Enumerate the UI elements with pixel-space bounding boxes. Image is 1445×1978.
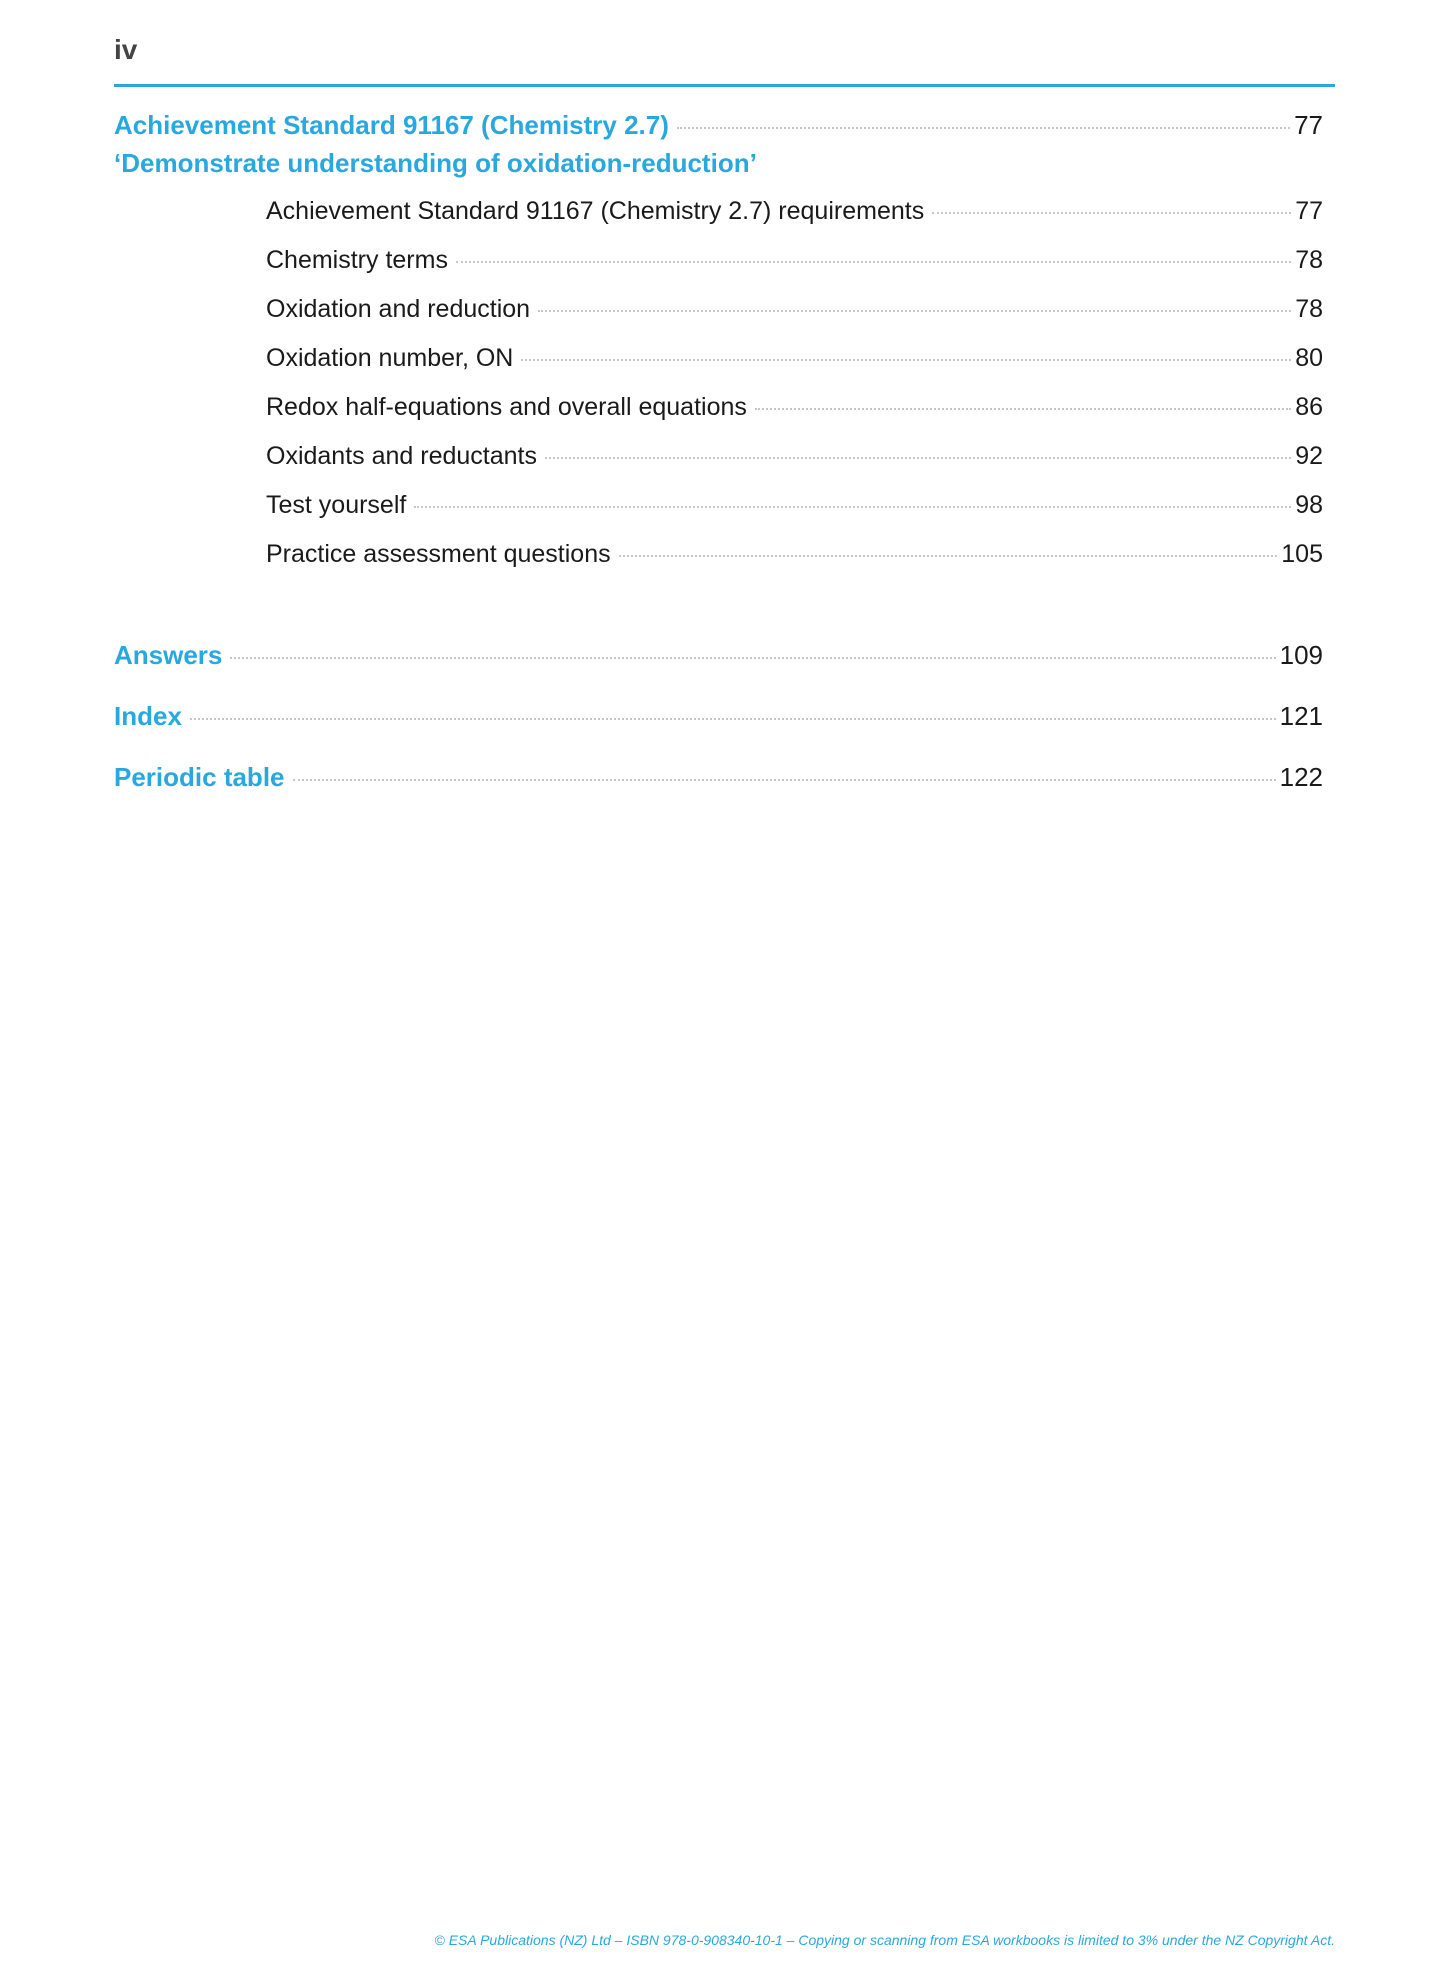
toc-item-page: 86: [1295, 393, 1323, 421]
dot-leader: [538, 310, 1291, 312]
dot-leader: [677, 127, 1290, 129]
toc-back-page: 121: [1279, 701, 1323, 731]
toc-item-title: Oxidation number, ON: [266, 344, 514, 372]
dot-leader: [456, 261, 1291, 263]
dot-leader: [755, 408, 1291, 410]
toc-periodic-table-entry[interactable]: [114, 762, 1323, 793]
toc-item[interactable]: [266, 442, 1323, 471]
toc-item-page: 80: [1295, 344, 1323, 372]
dot-leader: [619, 555, 1278, 557]
dot-leader: [190, 718, 1276, 720]
toc-item-title: Redox half-equations and overall equations: [266, 393, 747, 421]
toc-item[interactable]: [266, 197, 1323, 226]
dot-leader: [230, 657, 1275, 659]
toc-section-title: Achievement Standard 91167 (Chemistry 2.7): [114, 110, 669, 140]
toc-item[interactable]: [266, 393, 1323, 422]
toc-item-page: 78: [1295, 295, 1323, 323]
copyright-footer: © ESA Publications (NZ) Ltd – ISBN 978-0-908340-10-1 – Copying or scanning from ESA workbooks is limited to 3% under the NZ Copyright Act.: [434, 1932, 1335, 1948]
toc-item-page: 105: [1281, 540, 1323, 568]
toc-section-page: 77: [1294, 110, 1323, 140]
toc-back-page: 122: [1279, 762, 1323, 792]
dot-leader: [414, 506, 1291, 508]
toc-item-title: Chemistry terms: [266, 246, 448, 274]
dot-leader: [932, 212, 1291, 214]
toc-item[interactable]: [266, 246, 1323, 275]
dot-leader: [521, 359, 1291, 361]
toc-item[interactable]: [266, 295, 1323, 324]
toc-item-page: 77: [1295, 197, 1323, 225]
toc-section-subtitle: ‘Demonstrate understanding of oxidation-reduction’: [114, 148, 757, 178]
toc-item-page: 78: [1295, 246, 1323, 274]
toc-item-page: 92: [1295, 442, 1323, 470]
toc-section-entry[interactable]: [114, 110, 1323, 141]
header-rule: [114, 84, 1335, 87]
toc-item-page: 98: [1295, 491, 1323, 519]
toc-item-title: Test yourself: [266, 491, 407, 519]
toc-item-title: Achievement Standard 91167 (Chemistry 2.7) requirements: [266, 197, 925, 225]
toc-item[interactable]: [266, 491, 1323, 520]
toc-answers-entry[interactable]: [114, 640, 1323, 671]
toc-item-title: Practice assessment questions: [266, 540, 611, 568]
toc-item[interactable]: [266, 344, 1323, 373]
toc-back-page: 109: [1279, 640, 1323, 670]
toc-item[interactable]: [266, 540, 1323, 569]
toc-back-title: Periodic table: [114, 762, 285, 792]
toc-index-entry[interactable]: [114, 701, 1323, 732]
toc-item-title: Oxidants and reductants: [266, 442, 537, 470]
toc-item-title: Oxidation and reduction: [266, 295, 531, 323]
dot-leader: [293, 779, 1276, 781]
page-number: iv: [114, 34, 138, 65]
toc-back-title: Index: [114, 701, 182, 731]
dot-leader: [545, 457, 1291, 459]
toc-back-title: Answers: [114, 640, 223, 670]
